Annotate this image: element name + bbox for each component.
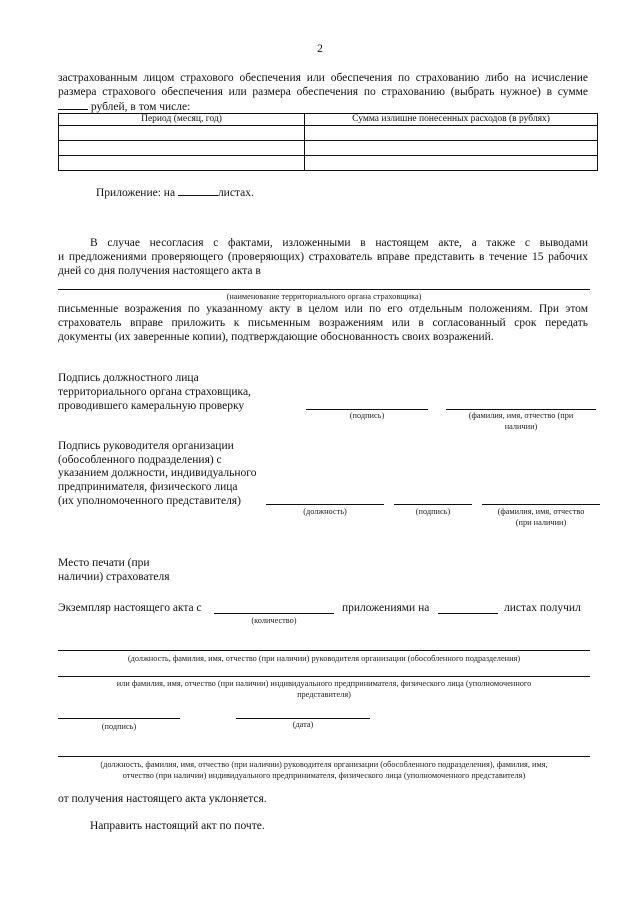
- head-label-5: (их уполномоченного представителя): [58, 495, 241, 507]
- table-cell[interactable]: [305, 156, 598, 171]
- head-position-caption: (должность): [303, 507, 347, 516]
- refusal-caption-2: отчество (при наличии) индивидуального предпринимателя, физического лица (уполномоченного представителя): [122, 771, 526, 780]
- head-name-line[interactable]: [482, 504, 600, 505]
- head-label-1: Подпись руководителя организации: [58, 440, 234, 452]
- head-name-caption-1: (фамилия, имя, отчество: [497, 507, 585, 516]
- intro-line-1: застрахованным лицом страхового обеспечения или обеспечения по страхованию либо на исчисление: [58, 72, 588, 84]
- table-cell[interactable]: [305, 126, 598, 141]
- expenses-table: [58, 113, 598, 171]
- table-header-amount: Сумма излишне понесенных расходов (в рублях): [305, 114, 598, 126]
- official-name-caption-2: наличии): [504, 422, 538, 431]
- amount-blank[interactable]: [58, 98, 88, 110]
- table-cell[interactable]: [59, 156, 305, 171]
- head-name-caption-2: (при наличии): [515, 518, 567, 527]
- disagreement-line-3: дней со дня получения настоящего акта в: [58, 265, 261, 277]
- head-position-line[interactable]: [266, 504, 384, 505]
- table-header-row: [59, 114, 598, 126]
- territorial-body-caption: (наименование территориального органа страховщика): [226, 292, 422, 301]
- intro-line-3-suffix: рублей, в том числе:: [90, 101, 191, 113]
- refusal-line[interactable]: [58, 756, 590, 757]
- disagreement-line-2: и предложениями проверяющего (проверяющих) страхователь вправе представить в течение 15 рабочих: [58, 251, 588, 263]
- received-suffix: листах получил: [504, 602, 581, 614]
- received-entrepreneur-caption-1: или фамилия, имя, отчество (при наличии) индивидуального предпринимателя, физического лица (уполномоченного: [116, 679, 532, 688]
- table-row: [59, 156, 598, 171]
- appendix-prefix: Приложение: на: [96, 187, 176, 199]
- official-name-caption-1: (фамилия, имя, отчество (при: [468, 411, 574, 420]
- table-cell[interactable]: [305, 141, 598, 156]
- official-label-1: Подпись должностного лица: [58, 372, 199, 384]
- received-prefix: Экземпляр настоящего акта с: [58, 602, 202, 614]
- mail-text: Направить настоящий акт по почте.: [90, 820, 265, 832]
- territorial-body-line[interactable]: [58, 289, 590, 290]
- table-row: [59, 141, 598, 156]
- appendix-sheets-blank[interactable]: [178, 184, 218, 196]
- refusal-text: от получения настоящего акта уклоняется.: [58, 793, 267, 805]
- official-signature-caption: (подпись): [349, 411, 385, 420]
- official-name-line[interactable]: [446, 409, 596, 410]
- intro-line-3: [58, 98, 190, 114]
- received-head-line[interactable]: [58, 650, 590, 651]
- official-signature-line[interactable]: [306, 409, 428, 410]
- stamp-line-1: Место печати (при: [58, 557, 150, 569]
- received-entrepreneur-line[interactable]: [58, 676, 590, 677]
- appendix-line: [96, 184, 254, 200]
- received-quantity-line[interactable]: [214, 613, 334, 614]
- table-header-period: Период (месяц, год): [59, 114, 305, 126]
- received-middle: приложениями на: [342, 602, 430, 614]
- head-label-3: указанием должности, индивидуального: [58, 467, 257, 479]
- received-quantity-caption: (количество): [251, 616, 297, 625]
- refusal-caption-1: (должность, фамилия, имя, отчество (при наличии) руководителя организации (обособленного подразделения), фамилия, имя,: [100, 760, 548, 769]
- head-label-2: (обособленного подразделения) с: [58, 454, 222, 466]
- table-cell[interactable]: [59, 141, 305, 156]
- received-head-caption: (должность, фамилия, имя, отчество (при наличии) руководителя организации (обособленного подразделения): [127, 654, 521, 663]
- intro-line-2: размера страхового обеспечения или размера обеспечения по страхованию (выбрать нужное) в сумме: [58, 86, 588, 98]
- disagreement-line-1: В случае несогласия с фактами, изложенными в настоящем акте, а также с выводами: [90, 237, 588, 249]
- official-label-2: территориального органа страховщика,: [58, 386, 251, 398]
- stamp-line-2: наличии) страхователя: [58, 571, 170, 583]
- appendix-suffix: листах.: [217, 187, 254, 199]
- head-signature-caption: (подпись): [415, 507, 451, 516]
- received-date-line[interactable]: [236, 718, 370, 719]
- disagreement-line-5: страхователь вправе приложить к письменным возражениям или в согласованный срок передать: [58, 317, 588, 329]
- disagreement-line-6: документы (их заверенные копии), подтверждающие обоснованность своих возражений.: [58, 331, 494, 343]
- table-row: [59, 126, 598, 141]
- table-cell[interactable]: [59, 126, 305, 141]
- received-entrepreneur-caption-2: представителя): [297, 690, 351, 699]
- received-date-caption: (дата): [292, 720, 314, 729]
- disagreement-line-4: письменные возражения по указанному акту в целом или по его отдельным положениям. При этом: [58, 303, 588, 315]
- received-signature-caption: (подпись): [101, 722, 137, 731]
- received-signature-line[interactable]: [58, 718, 180, 719]
- received-sheets-line[interactable]: [438, 613, 498, 614]
- official-label-3: проводившего камеральную проверку: [58, 400, 245, 412]
- page-number: 2: [317, 43, 323, 55]
- head-label-4: предпринимателя, физического лица: [58, 481, 238, 493]
- head-signature-line[interactable]: [394, 504, 472, 505]
